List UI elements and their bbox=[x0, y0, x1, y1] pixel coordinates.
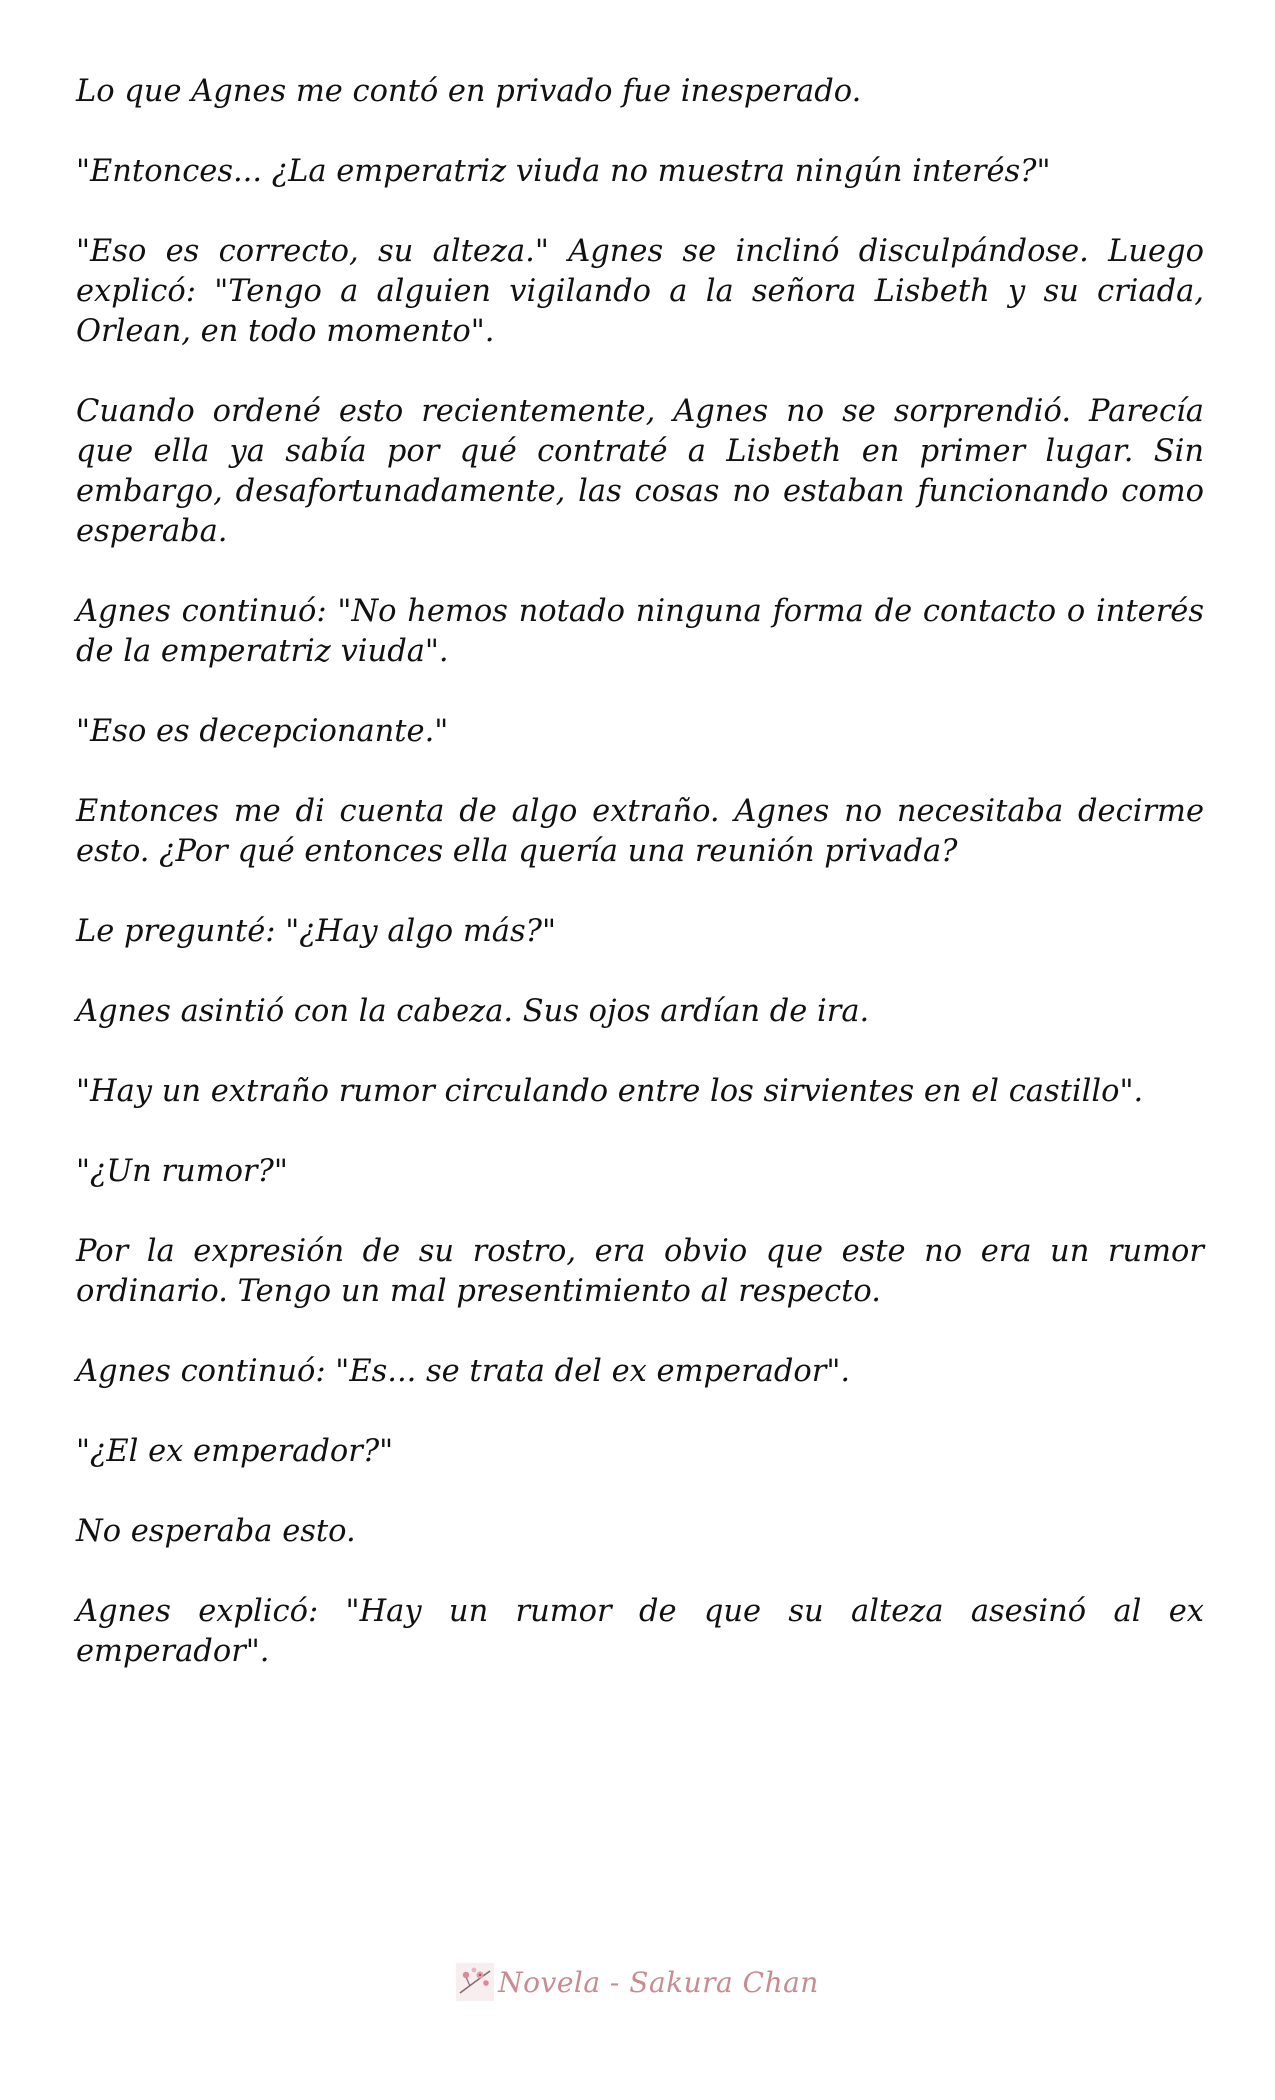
paragraph: No esperaba esto. bbox=[76, 1514, 356, 1549]
paragraph: Agnes explicó: "Hay un rumor de que su alteza asesinó al ex emperador". bbox=[76, 1594, 1204, 1669]
paragraph: "Eso es decepcionante." bbox=[76, 714, 449, 749]
watermark-text: Novela - Sakura Chan bbox=[498, 1965, 819, 1999]
paragraph: "Entonces... ¿La emperatriz viuda no muestra ningún interés?" bbox=[76, 154, 1051, 189]
paragraph: "¿Un rumor?" bbox=[76, 1154, 288, 1189]
watermark bbox=[0, 1960, 1275, 2004]
paragraph: Agnes asintió con la cabeza. Sus ojos ardían de ira. bbox=[76, 994, 870, 1029]
sakura-blossom-icon bbox=[456, 1963, 494, 2001]
paragraph: Entonces me di cuenta de algo extraño. Agnes no necesitaba decirme esto. ¿Por qué entonces ella quería una reunión privada? bbox=[76, 794, 1204, 869]
paragraph: Lo que Agnes me contó en privado fue inesperado. bbox=[76, 74, 862, 109]
paragraph: "¿El ex emperador?" bbox=[76, 1434, 394, 1469]
paragraph: Le pregunté: "¿Hay algo más?" bbox=[76, 914, 556, 949]
paragraph: "Hay un extraño rumor circulando entre los sirvientes en el castillo". bbox=[76, 1074, 1144, 1109]
paragraph: Agnes continuó: "Es... se trata del ex emperador". bbox=[76, 1354, 851, 1389]
paragraph: Cuando ordené esto recientemente, Agnes no se sorprendió. Parecía que ella ya sabía por qué contraté a Lisbeth en primer lugar. Sin embargo, desafortunadamente, las cosas no estaban funcionando como esperaba. bbox=[76, 394, 1204, 549]
chapter-text bbox=[76, 72, 1204, 1712]
paragraph: Por la expresión de su rostro, era obvio que este no era un rumor ordinario. Tengo un mal presentimiento al respecto. bbox=[76, 1234, 1204, 1309]
paragraph: "Eso es correcto, su alteza." Agnes se inclinó disculpándose. Luego explicó: "Tengo a alguien vigilando a la señora Lisbeth y su criada, Orlean, en todo momento". bbox=[76, 234, 1204, 349]
paragraph: Agnes continuó: "No hemos notado ninguna forma de contacto o interés de la emperatriz viuda". bbox=[76, 594, 1204, 669]
